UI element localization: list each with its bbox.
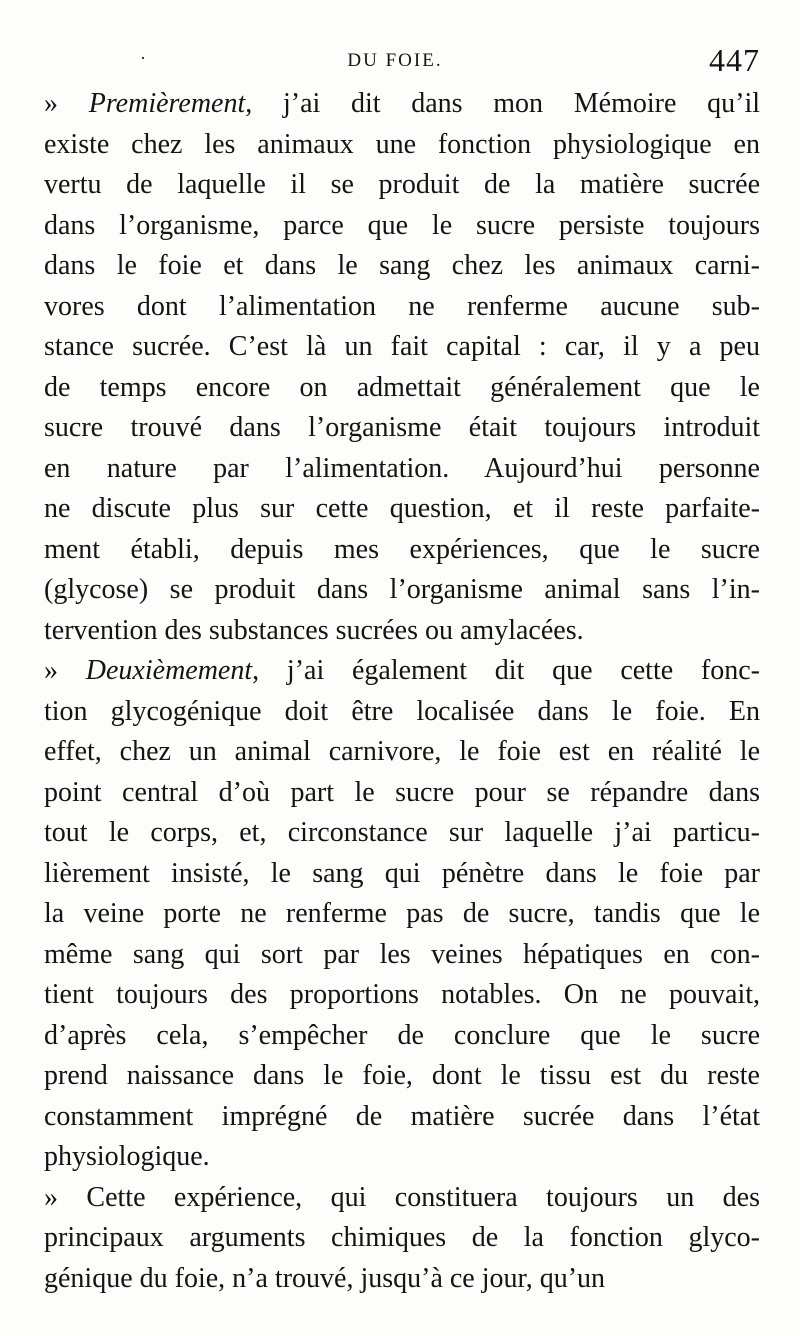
text-line [44, 651, 760, 692]
line-text: tient toujours des proportions notables. On ne pouvait, [44, 979, 760, 1010]
text-line [44, 1218, 760, 1259]
line-text: Cette expérience, qui constituera toujours un des [86, 1181, 760, 1213]
line-text: vertu de laquelle il se produit de la matière sucrée [44, 169, 760, 200]
body-text [44, 84, 760, 1299]
line-text: physiologique. [44, 1141, 210, 1172]
line-text: stance sucrée. C’est là un fait capital : car, il y a peu [44, 331, 760, 362]
text-line [44, 206, 760, 247]
text-line [44, 1056, 760, 1097]
text-line [44, 84, 760, 125]
header-dot: · [140, 48, 146, 68]
line-text: tervention des substances sucrées ou amylacées. [44, 614, 584, 646]
line-text: ment établi, depuis mes expériences, que le sucre [44, 533, 760, 565]
text-line [44, 854, 760, 895]
line-text: en nature par l’alimentation. Aujourd’hui personne [44, 452, 760, 484]
text-line [44, 368, 760, 409]
text-line [44, 975, 760, 1016]
text-line [44, 1259, 760, 1300]
paragraph [44, 1178, 760, 1300]
line-text: même sang qui sort par les veines hépatiques en con- [44, 938, 760, 970]
line-text: , j’ai dit dans mon Mémoire qu’il [245, 88, 760, 119]
text-line [44, 1016, 760, 1057]
line-text: (glycose) se produit dans l’organisme animal sans l’in- [44, 574, 760, 605]
page-number: 447 [709, 42, 760, 78]
text-line [44, 894, 760, 935]
line-text: constamment imprégné de matière sucrée dans l’état [44, 1100, 760, 1132]
text-line [44, 1137, 760, 1178]
text-line [44, 530, 760, 571]
text-line [44, 611, 760, 652]
line-text: la veine porte ne renferme pas de sucre, tandis que le [44, 898, 760, 929]
line-text: point central d’où part le sucre pour se répandre dans [44, 776, 760, 808]
line-text: vores dont l’alimentation ne renferme aucune sub- [44, 290, 760, 322]
text-line [44, 935, 760, 976]
line-text: dans le foie et dans le sang chez les animaux carni- [44, 250, 760, 281]
line-text: tion glycogénique doit être localisée dans le foie. En [44, 695, 760, 727]
line-text: ne discute plus sur cette question, et il reste parfaite- [44, 493, 760, 524]
text-line [44, 246, 760, 287]
line-text: d’après cela, s’empêcher de conclure que le sucre [44, 1019, 760, 1051]
line-text: lièrement insisté, le sang qui pénètre dans le foie par [44, 857, 760, 889]
text-line [44, 125, 760, 166]
text-line [44, 1178, 760, 1219]
text-line [44, 287, 760, 328]
italic-term: Premièrement [88, 88, 246, 119]
paragraph [44, 84, 760, 651]
text-line [44, 692, 760, 733]
line-text: principaux arguments chimiques de la fonction glyco- [44, 1222, 760, 1253]
italic-term: Deuxièmement [85, 655, 253, 686]
page-header [0, 42, 800, 82]
text-line [44, 813, 760, 854]
line-text: sucre trouvé dans l’organisme était toujours introduit [44, 412, 760, 443]
line-text: tout le corps, et, circonstance sur laquelle j’ai particu- [44, 817, 760, 848]
text-line [44, 165, 760, 206]
line-text: , j’ai également dit que cette fonc- [252, 655, 761, 686]
quote-mark: » [44, 1181, 87, 1213]
text-line [44, 773, 760, 814]
line-text: génique du foie, n’a trouvé, jusqu’à ce jour, qu’un [44, 1262, 606, 1294]
quote-mark: » [44, 655, 86, 686]
quote-mark: » [44, 88, 89, 119]
text-line [44, 732, 760, 773]
text-line [44, 408, 760, 449]
paragraph [44, 651, 760, 1178]
text-line [44, 489, 760, 530]
text-line [44, 327, 760, 368]
line-text: prend naissance dans le foie, dont le tissu est du reste [44, 1060, 760, 1091]
line-text: existe chez les animaux une fonction physiologique en [44, 128, 760, 160]
text-line [44, 1097, 760, 1138]
line-text: de temps encore on admettait généralement que le [44, 371, 760, 403]
running-title: DU FOIE. [347, 50, 443, 71]
text-line [44, 449, 760, 490]
line-text: dans l’organisme, parce que le sucre persiste toujours [44, 209, 760, 241]
line-text: effet, chez un animal carnivore, le foie est en réalité le [44, 736, 760, 767]
text-line [44, 570, 760, 611]
